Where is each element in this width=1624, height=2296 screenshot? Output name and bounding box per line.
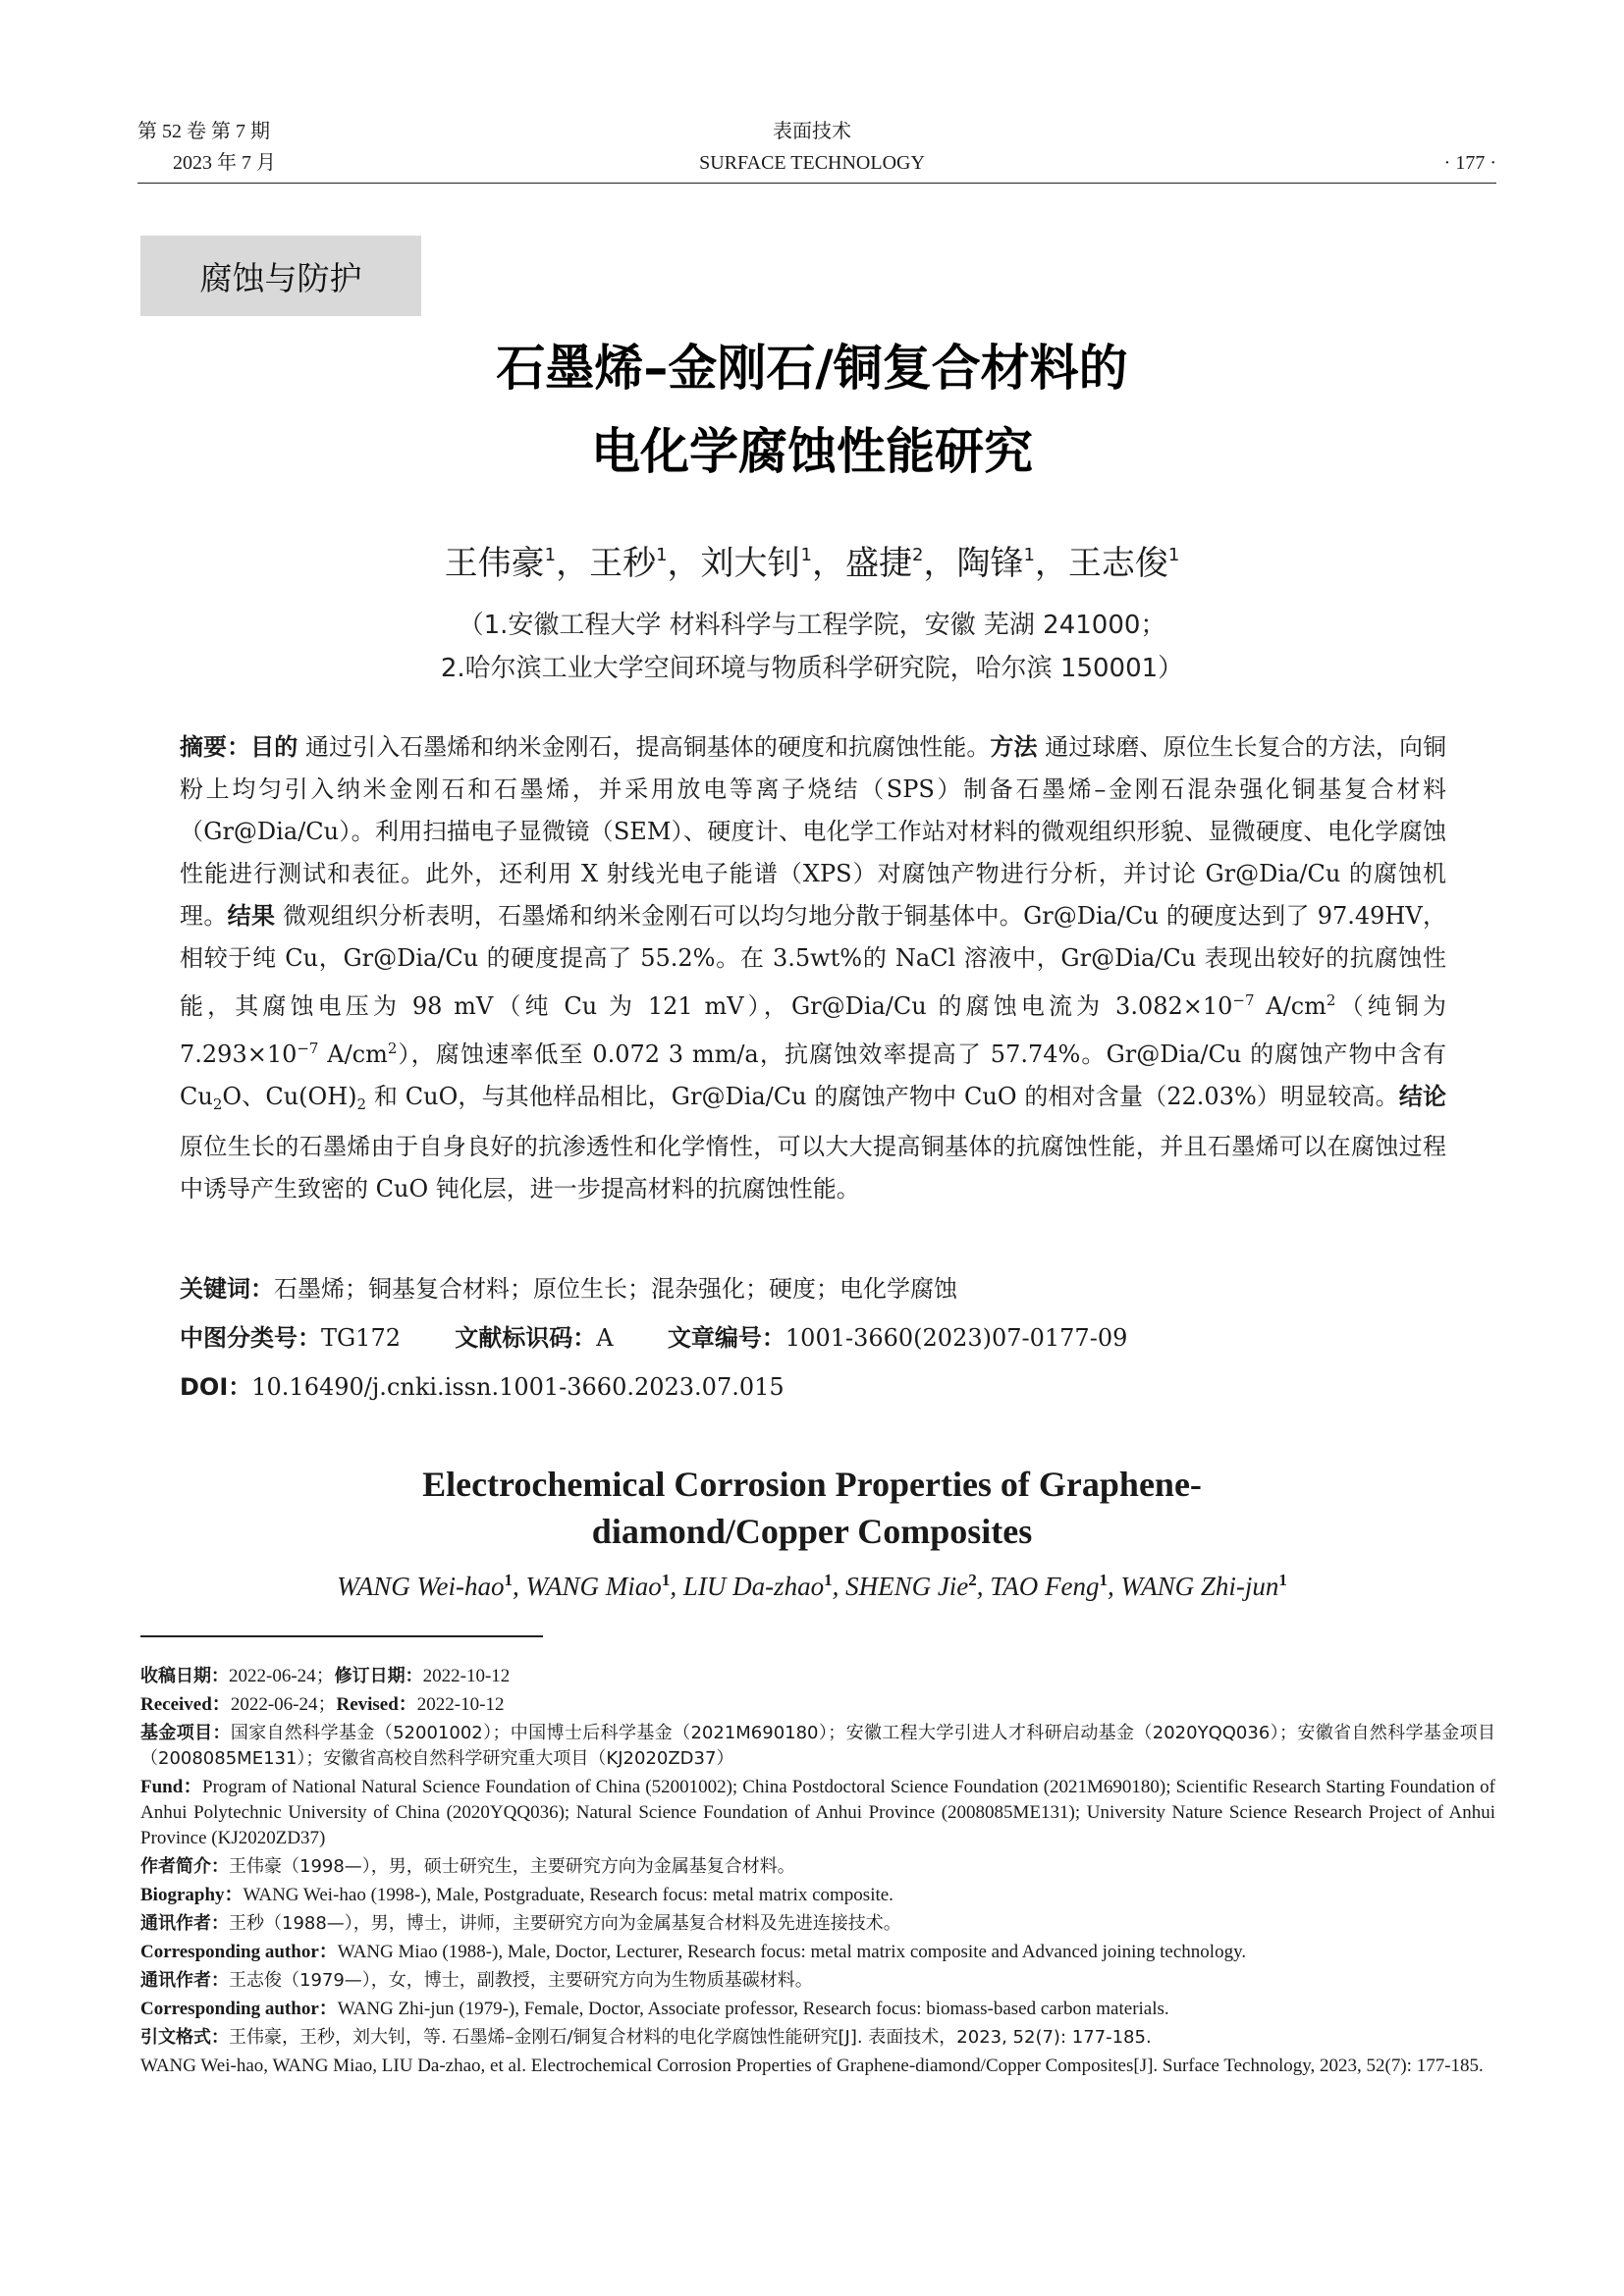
unit: A/cm (318, 1041, 388, 1068)
note-text: WANG Wei-hao (1998-), Male, Postgraduate, Research focus: metal matrix composite. (243, 1885, 893, 1905)
doi-line (180, 1367, 785, 1402)
note-label: Biography： (140, 1885, 244, 1905)
note-label: Revised： (336, 1694, 417, 1715)
clc-label: 中图分类号： (180, 1324, 321, 1352)
author-separator: , (512, 1572, 526, 1601)
note-label: Corresponding author： (140, 1999, 338, 2019)
note-text: 2022-10-12 (416, 1694, 505, 1715)
note-label: 收稿日期： (140, 1666, 229, 1686)
author-name-en: LIU Da-zhao (682, 1572, 825, 1601)
result-text: ），腐蚀速率低至 0.072 3 mm/a，抗腐蚀效率提高了 57.74%。Gr@Dia/Cu 的腐蚀产物中含有 Cu (180, 1041, 1447, 1110)
author-list-zh (0, 536, 1624, 584)
author-affiliation-mark: 2 (912, 545, 924, 565)
author-affiliation-mark: 1 (504, 1571, 513, 1589)
author-name: 王秒 (589, 544, 657, 583)
author-name-en: WANG Miao (525, 1572, 662, 1601)
subscript: 2 (212, 1095, 223, 1113)
note-text: 2022-06-24； (230, 1694, 337, 1715)
author-affiliation-mark: 1 (824, 1571, 833, 1589)
note-label: 修订日期： (334, 1666, 423, 1686)
note-text: 王志俊（1979—），女，博士，副教授，主要研究方向为生物质基碳材料。 (229, 1970, 813, 1991)
author-separator: , (832, 1572, 846, 1601)
biography-en (140, 1883, 1495, 1908)
note-label: Received： (140, 1694, 231, 1715)
author-name: 刘大钊 (700, 544, 801, 583)
corresponding-author1-en (140, 1940, 1495, 1965)
keywords (180, 1269, 957, 1304)
issue-date: 2023 年 7 月 (173, 152, 276, 174)
author-separator: , (1108, 1572, 1121, 1601)
author-name: 盛捷 (845, 544, 912, 583)
volume-issue: 第 52 卷 第 7 期 (137, 121, 270, 142)
abstract-zh (180, 726, 1446, 1210)
note-label: 基金项目： (140, 1723, 231, 1743)
clc-value: TG172 (321, 1324, 401, 1352)
conclusion-label: 结论 (1398, 1083, 1446, 1110)
citation-zh (140, 2025, 1495, 2051)
note-text: 王秒（1988—），男，博士，讲师，主要研究方向为金属基复合材料及先进连接技术。 (229, 1913, 901, 1934)
corresponding-author2-en (140, 1997, 1495, 2022)
purpose-text: 通过引入石墨烯和纳米金刚石，提高铜基体的硬度和抗腐蚀性能。 (298, 733, 991, 761)
author-list-en (0, 1571, 1624, 1602)
author-affiliation-mark: 1 (1099, 1571, 1109, 1589)
author-separator: ， (667, 544, 701, 583)
author-separator: ， (812, 544, 845, 583)
journal-name-en: SURFACE TECHNOLOGY (699, 152, 925, 174)
exponent: 2 (1326, 991, 1336, 1009)
title-en-line2: diamond/Copper Composites (591, 1512, 1033, 1551)
note-label: 作者简介： (140, 1856, 229, 1877)
fund-zh (140, 1721, 1495, 1772)
result-text: 和 CuO，与其他样品相比，Gr@Dia/Cu 的腐蚀产物中 CuO 的相对含量（22.03%）明显较高。 (366, 1083, 1399, 1110)
author-name-en: WANG Zhi-jun (1120, 1572, 1279, 1601)
note-label: 通讯作者： (140, 1970, 229, 1991)
result-text: （纯铜为 7.293×10 (180, 992, 1447, 1068)
citation-en (140, 2054, 1495, 2079)
title-en-line1: Electrochemical Corrosion Properties of Graphene- (422, 1465, 1202, 1504)
author-name-en: TAO Feng (990, 1572, 1100, 1601)
affiliation-line2: 2.哈尔滨工业大学空间环境与物质科学研究院，哈尔滨 150001） (440, 654, 1184, 683)
note-label: 引文格式： (140, 2027, 229, 2048)
exponent: −7 (1232, 991, 1255, 1009)
title-zh-line2: 电化学腐蚀性能研究 (591, 423, 1033, 480)
note-text: Program of National Natural Science Foundation of China (52001002); China Postdoctoral Science Foundation (2021M690180); Scientific Research Starting Foundation of Anhui Polytechnic University of China (2020YQQ036); Natural Science Foundation of Anhui Province (2008085ME131); University Nature Science Research Project of Anhui Province (KJ2020ZD37) (140, 1777, 1495, 1848)
journal-name-zh: 表面技术 (773, 121, 851, 142)
corresponding-author2-zh (140, 1968, 1495, 1994)
page-number: · 177 · (1443, 152, 1496, 174)
author-name: 王志俊 (1067, 544, 1168, 583)
author-affiliation-mark: 1 (661, 1571, 671, 1589)
author-name: 王伟豪 (444, 544, 545, 583)
author-separator: ， (556, 544, 590, 583)
received-en (140, 1692, 1495, 1718)
author-affiliation-mark: 1 (1167, 545, 1180, 565)
conclusion-text: 原位生长的石墨烯由于自身良好的抗渗透性和化学惰性，可以大大提高铜基体的抗腐蚀性能，并且石墨烯可以在腐蚀过程中诱导产生致密的 CuO 钝化层，进一步提高材料的抗腐蚀性能。 (180, 1133, 1446, 1202)
note-text: 国家自然科学基金（52001002）；中国博士后科学基金（2021M690180）；安徽工程大学引进人才科研启动基金（2020YQQ036）；安徽省自然科学基金项目（2008085ME131）；安徽省高校自然科学研究重大项目（KJ2020ZD37） (140, 1723, 1495, 1769)
subscript: 2 (356, 1095, 367, 1113)
note-text: 2022-06-24； (229, 1666, 335, 1686)
result-label: 结果 (227, 902, 276, 930)
keywords-label: 关键词： (180, 1275, 274, 1303)
note-text: 王伟豪（1998—），男，硕士研究生，主要研究方向为金属基复合材料。 (229, 1856, 795, 1877)
note-text: WANG Miao (1988-), Male, Doctor, Lecturer, Research focus: metal matrix composite and Advanced joining technology. (337, 1942, 1247, 1962)
abstract-label: 摘要： (180, 733, 251, 761)
corresponding-author1-zh (140, 1911, 1495, 1937)
author-name-en: SHENG Jie (845, 1572, 969, 1601)
received-zh (140, 1664, 1495, 1689)
author-name-en: WANG Wei-hao (337, 1572, 505, 1601)
exponent: −7 (297, 1040, 319, 1057)
article-number-value: 1001-3660(2023)07-0177-09 (785, 1324, 1128, 1352)
method-text: 通过球磨、原位生长复合的方法，向铜粉上均匀引入纳米金刚石和石墨烯，并采用放电等离子烧结（SPS）制备石墨烯–金刚石混杂强化铜基复合材料（Gr@Dia/Cu）。利用扫描电子显微镜（SEM）、硬度计、电化学工作站对材料的微观组织形貌、显微硬度、电化学腐蚀性能进行测试和表征。此外，还利用 X 射线光电子能谱（XPS）对腐蚀产物进行分析，并讨论 Gr@Dia/Cu 的腐蚀机理。 (180, 733, 1446, 930)
doi-label: DOI： (180, 1373, 252, 1401)
unit: A/cm (1254, 992, 1326, 1020)
method-label: 方法 (990, 733, 1038, 761)
author-separator: ， (923, 544, 957, 583)
author-separator: ， (1034, 544, 1068, 583)
header-rule (137, 183, 1496, 184)
doi-value[interactable]: 10.16490/j.cnki.issn.1001-3660.2023.07.015 (251, 1373, 785, 1401)
note-text: 2022-10-12 (422, 1666, 511, 1686)
author-separator: , (670, 1572, 683, 1601)
note-text: WANG Wei-hao, WANG Miao, LIU Da-zhao, et al. Electrochemical Corrosion Properties of Graphene-diamond/Copper Composites[J]. Surface Technology, 2023, 52(7): 177-185. (140, 2056, 1484, 2076)
affiliation-line1: （1.安徽工程大学 材料科学与工程学院，安徽 芜湖 241000； (458, 611, 1166, 640)
author-affiliation-mark: 1 (1278, 1571, 1287, 1589)
result-text: O、Cu(OH) (222, 1083, 357, 1110)
doc-code-value: A (596, 1324, 614, 1352)
exponent: 2 (387, 1040, 398, 1057)
author-affiliation-mark: 1 (800, 545, 812, 565)
footnote-rule (140, 1635, 543, 1637)
note-label: Corresponding author： (140, 1942, 338, 1962)
note-text: WANG Zhi-jun (1979-), Female, Doctor, Associate professor, Research focus: biomass-based carbon materials. (337, 1999, 1169, 2019)
note-text: 王伟豪，王秒，刘大钊，等. 石墨烯–金刚石/铜复合材料的电化学腐蚀性能研究[J]. 表面技术，2023, 52(7): 177-185. (229, 2027, 1152, 2048)
article-number-label: 文章编号： (667, 1324, 785, 1352)
footnotes (140, 1664, 1495, 2082)
keywords-text: 石墨烯；铜基复合材料；原位生长；混杂强化；硬度；电化学腐蚀 (274, 1275, 957, 1303)
author-affiliation-mark: 1 (544, 545, 557, 565)
biography-zh (140, 1854, 1495, 1880)
section-tag: 腐蚀与防护 (140, 236, 421, 316)
author-name: 陶锋 (956, 544, 1024, 583)
author-affiliation-mark: 2 (968, 1571, 977, 1589)
result-text: 微观组织分析表明，石墨烯和纳米金刚石可以均匀地分散于铜基体中。Gr@Dia/Cu 的硬度达到了 97.49HV，相较于纯 Cu，Gr@Dia/Cu 的硬度提高了 55.2%。在 3.5wt%的 NaCl 溶液中，Gr@Dia/Cu 表现出较好的抗腐蚀性能，其腐蚀电压为 98 mV（纯 Cu 为 121 mV），Gr@Dia/Cu 的腐蚀电流为 3.082×10 (180, 902, 1446, 1020)
author-affiliation-mark: 1 (1023, 545, 1035, 565)
author-affiliation-mark: 1 (656, 545, 668, 565)
note-label: Fund： (140, 1777, 202, 1797)
classification-line (180, 1318, 1127, 1353)
note-label: 通讯作者： (140, 1913, 229, 1934)
purpose-label: 目的 (250, 733, 298, 761)
doc-code-label: 文献标识码： (455, 1324, 597, 1352)
author-separator: , (976, 1572, 991, 1601)
title-zh-line1: 石墨烯–金刚石/铜复合材料的 (496, 340, 1128, 397)
fund-en (140, 1775, 1495, 1851)
